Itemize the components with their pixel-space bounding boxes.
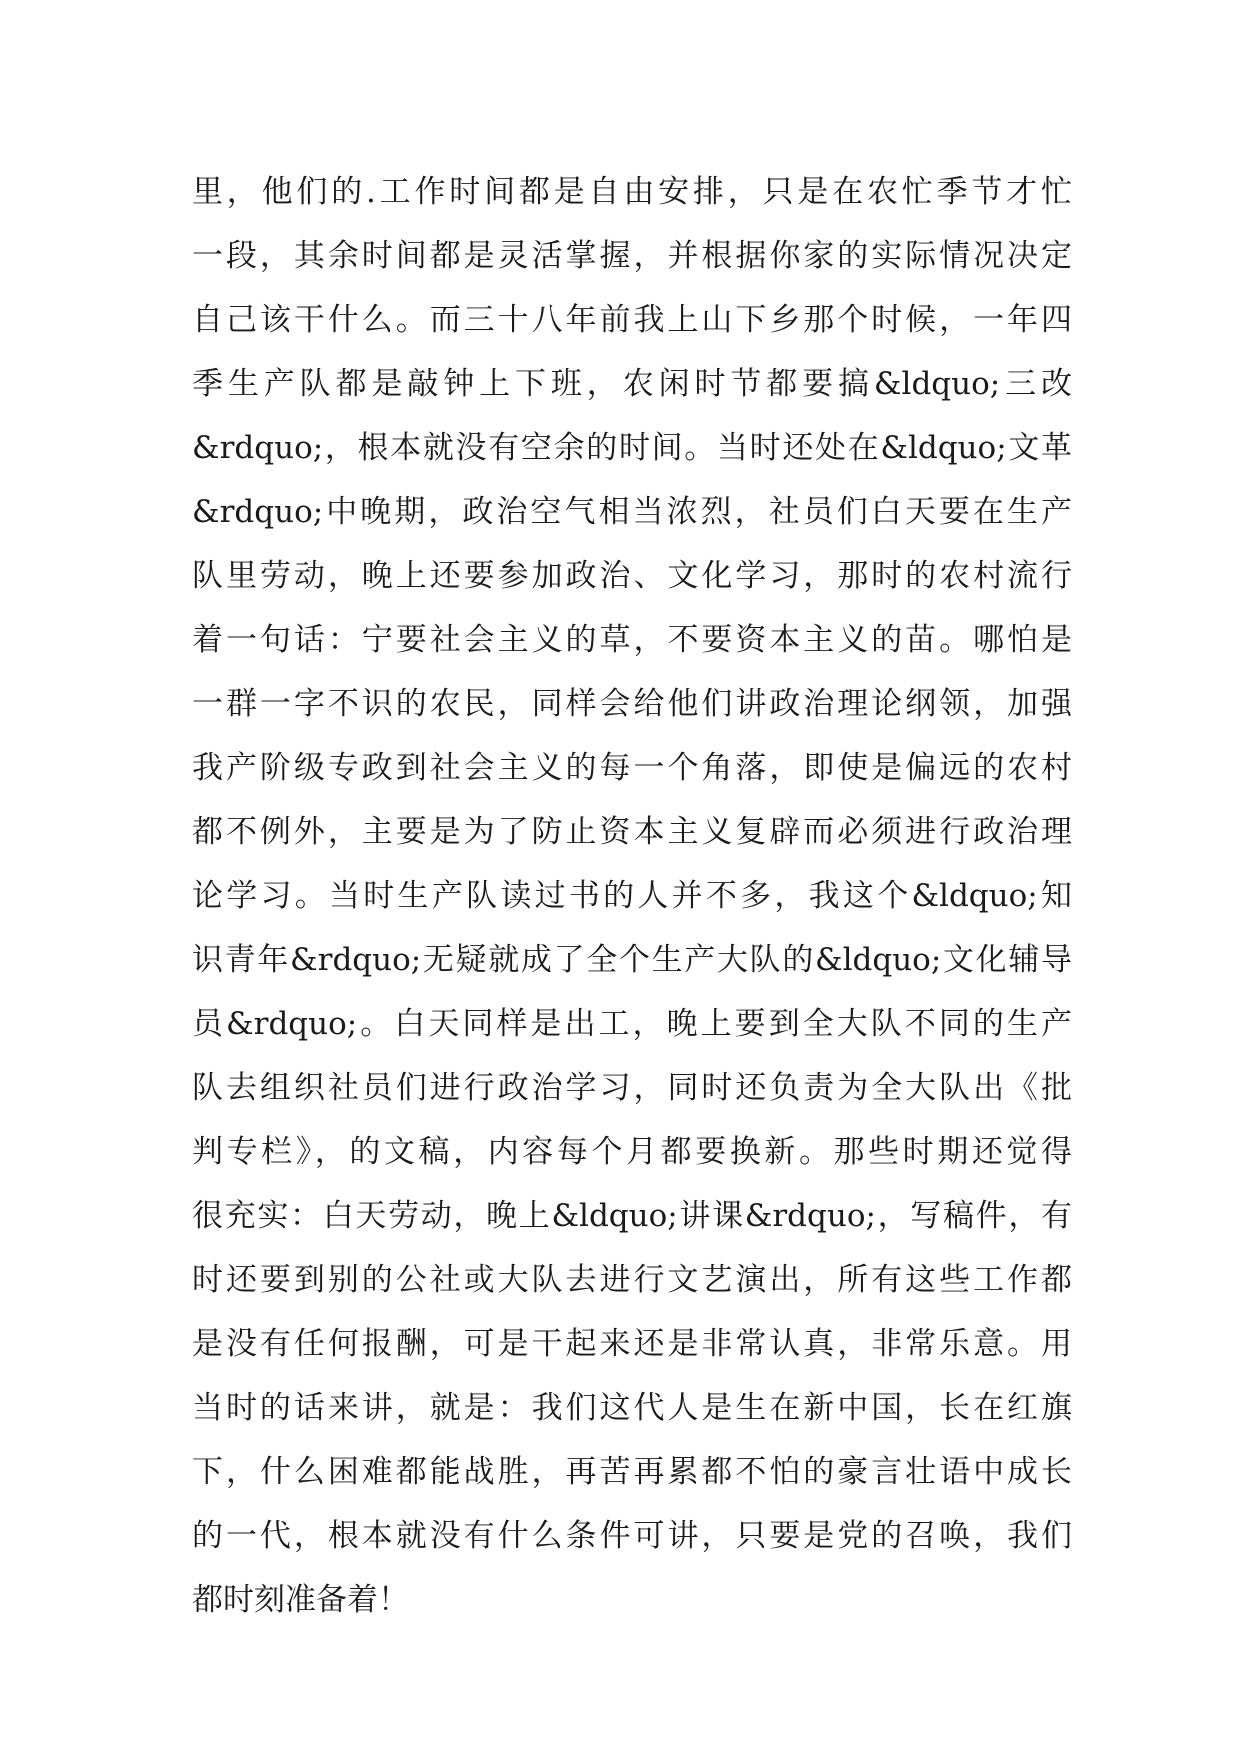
text-line: 队里劳动，晚上还要参加政治、文化学习，那时的农村流行	[192, 558, 1072, 594]
text-line: 季生产队都是敲钟上下班，农闲时节都要搞&ldquo;三改	[192, 366, 1072, 402]
body-text	[192, 160, 1072, 1632]
text-line: 是没有任何报酬，可是干起来还是非常认真，非常乐意。用	[192, 1326, 1072, 1362]
text-line: 一群一字不识的农民，同样会给他们讲政治理论纲领，加强	[192, 686, 1072, 722]
text-line: &rdquo;，根本就没有空余的时间。当时还处在&ldquo;文革	[192, 430, 1072, 466]
text-line: &rdquo;中晚期，政治空气相当浓烈，社员们白天要在生产	[192, 494, 1072, 530]
text-line: 队去组织社员们进行政治学习，同时还负责为全大队出《批	[192, 1070, 1072, 1106]
text-line: 时还要到别的公社或大队去进行文艺演出，所有这些工作都	[192, 1262, 1072, 1298]
text-line: 识青年&rdquo;无疑就成了全个生产大队的&ldquo;文化辅导	[192, 942, 1072, 978]
text-line: 判专栏》，的文稿，内容每个月都要换新。那些时期还觉得	[192, 1134, 1072, 1170]
text-line: 着一句话：宁要社会主义的草，不要资本主义的苗。哪怕是	[192, 622, 1072, 658]
text-line: 员&rdquo;。白天同样是出工，晚上要到全大队不同的生产	[192, 1006, 1072, 1042]
text-line: 里，他们的.工作时间都是自由安排，只是在农忙季节才忙	[192, 174, 1072, 210]
text-line: 的一代，根本就没有什么条件可讲，只要是党的召唤，我们	[192, 1518, 1072, 1554]
text-line: 都时刻准备着！	[192, 1582, 409, 1618]
text-line: 自己该干什么。而三十八年前我上山下乡那个时候，一年四	[192, 302, 1072, 338]
text-line: 一段，其余时间都是灵活掌握，并根据你家的实际情况决定	[192, 238, 1072, 274]
text-line: 论学习。当时生产队读过书的人并不多，我这个&ldquo;知	[192, 878, 1072, 914]
text-line: 很充实：白天劳动，晚上&ldquo;讲课&rdquo;，写稿件，有	[192, 1198, 1072, 1234]
text-line: 当时的话来讲，就是：我们这代人是生在新中国，长在红旗	[192, 1390, 1072, 1426]
text-line: 我产阶级专政到社会主义的每一个角落，即使是偏远的农村	[192, 750, 1072, 786]
text-line: 下，什么困难都能战胜，再苦再累都不怕的豪言壮语中成长	[192, 1454, 1072, 1490]
text-line: 都不例外，主要是为了防止资本主义复辟而必须进行政治理	[192, 814, 1072, 850]
